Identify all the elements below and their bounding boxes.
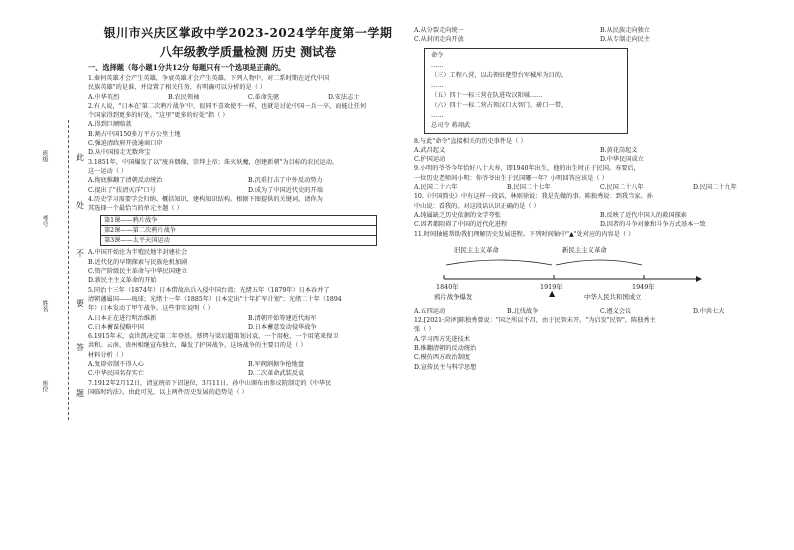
order-line: （六）四十一标二营占领汉口大智门、硚口一带。 bbox=[431, 101, 568, 109]
question-12 bbox=[414, 316, 786, 372]
option-d: D.民国二十九年 bbox=[693, 184, 737, 192]
option-d: D.日本蓄意发动侵华战争 bbox=[248, 323, 317, 331]
option-c: C.从封闭走向开放 bbox=[414, 36, 464, 44]
question-stem: 清朝藩属国——琉球；光绪十一年（1885年）日本定出"十年扩军计划"；光绪二十年（1894 bbox=[88, 295, 342, 303]
question-stem: 国临时约法》。由此可见，以上两件历史发展的趋势是（ ） bbox=[88, 388, 248, 396]
option-a: A.五四运动 bbox=[414, 307, 446, 315]
right-column bbox=[414, 6, 786, 372]
event-1949: 中华人民共和国成立 bbox=[584, 292, 642, 301]
option-a: A.武昌起义 bbox=[414, 146, 446, 154]
question-7 bbox=[88, 379, 408, 398]
option-c: C.中华民国名存实亡 bbox=[88, 370, 144, 378]
option-d: D.宣传民主与科学思想 bbox=[414, 363, 477, 371]
question-stem: 民族英雄"的是谁，并设置了相关任务，有明确可以分析的是（ ） bbox=[88, 84, 267, 92]
brace-new-revolution bbox=[556, 260, 642, 265]
option-b: B.清朝开始筹建近代海军 bbox=[248, 314, 317, 322]
order-document-box bbox=[424, 48, 628, 134]
seal-char: 不 bbox=[76, 249, 84, 258]
question-stem: 7.1912年2月12日，清宣统帝下诏退位，3月11日，孙中山颁布由参议院制定的《中华民 bbox=[88, 379, 332, 387]
question-stem: 12.[2021·菏泽]陈独秀曾说："国之所以不昌，由于民智未开。"为启发"民智"，陈独秀主 bbox=[414, 317, 656, 325]
option-a: A.从分裂走向统一 bbox=[414, 27, 464, 34]
question-4 bbox=[88, 195, 408, 286]
option-c: C.遵义会议 bbox=[600, 307, 632, 315]
option-d: D.新民主主义革命的开始 bbox=[88, 277, 157, 285]
option-b: B.沉重打击了中外反动势力 bbox=[248, 177, 323, 185]
option-c: C.强迫清政府开放通商口岸 bbox=[88, 140, 163, 148]
option-a: A.中华英烈 bbox=[88, 93, 120, 101]
seal-char: 要 bbox=[76, 299, 84, 308]
option-b: B.北伐战争 bbox=[507, 307, 539, 315]
option-b: B.从民族走向独立 bbox=[600, 27, 650, 34]
question-stem: 个国家得到更多的好处。"这里"更多的好处"指（ ） bbox=[88, 112, 229, 120]
marker-triangle: ▲ bbox=[549, 288, 556, 298]
option-c: C.护国运动 bbox=[414, 156, 446, 164]
question-2 bbox=[88, 102, 408, 158]
question-stem: 8.与此"命令"直接相关的历史事件是（ ） bbox=[414, 137, 527, 145]
option-c: C.因者都阻碍了中国的近代化进程 bbox=[414, 221, 508, 229]
question-stem: 张（ ） bbox=[414, 326, 435, 334]
field-label-seat: 座位 bbox=[41, 380, 48, 392]
question-stem: 中山说：看我的。对这段话认识正确的是（ ） bbox=[414, 202, 540, 210]
year-1919: 1919年 bbox=[540, 282, 563, 291]
option-c: C.日本蓄谋侵略中国 bbox=[88, 323, 144, 331]
question-9 bbox=[414, 164, 786, 192]
field-label-class: 班级 bbox=[41, 150, 48, 162]
question-stem: 3.1851年，中国爆发了以"废弃偶像，崇拜上帝；诛灭妖魔，创建新朝"为目标的农民运动。 bbox=[88, 158, 339, 166]
timeline-figure bbox=[434, 243, 704, 305]
option-a: A.复辟帝制不得人心 bbox=[88, 361, 144, 369]
option-c: C.模仿西方政治制度 bbox=[414, 354, 470, 362]
question-stem: 5.同治十三年（1874年）日本借故出兵入侵中国台湾；光绪五年（1879年）日本吞并了 bbox=[88, 286, 330, 294]
seal-line bbox=[68, 120, 69, 420]
left-column bbox=[88, 6, 408, 397]
option-c: C.革命先驱 bbox=[248, 93, 280, 101]
option-a: A.得到巨额赔款 bbox=[88, 121, 132, 129]
order-line: …… bbox=[431, 111, 444, 119]
question-stem: 1.秦何英雄才会产生英雄，争衰英雄才会产生英雄。下列人物中，对二系时期在近代中国 bbox=[88, 75, 330, 82]
question-stem: 共和。云南、贵州相继宣布独立，爆发了护国战争。这场战争的主要目的是（ ） bbox=[88, 342, 307, 350]
order-line: （五）四十一标三营在队进攻汉阳城…… bbox=[431, 91, 543, 99]
seal-char: 此 bbox=[76, 153, 84, 162]
question-stem: 一位历史老师问小明：你爷爷出生于民国哪一年？小明回答应该是（ ） bbox=[414, 174, 608, 182]
option-d: D.因者的斗争对象和斗争方式基本一致 bbox=[600, 221, 706, 229]
question-stem: 年）日本发动了甲午战争。这些事实说明（ ） bbox=[88, 305, 214, 313]
option-a: A.中国开始沦为半殖民地半封建社会 bbox=[88, 249, 188, 257]
seal-char: 答 bbox=[76, 343, 84, 352]
exam-title: 八年级教学质量检测 历史 测试卷 bbox=[159, 45, 337, 59]
question-stem: 这一运动（ ） bbox=[88, 167, 128, 175]
option-b: B.农民领袖 bbox=[168, 93, 200, 101]
question-stem: 2.有人说，"日本在'第二次鸦片战争'中，很同不喜欢使不一样，也就是讨论中国一兵一卒，而能让任何 bbox=[88, 102, 367, 110]
school-title: 银川市兴庆区掌政中学2023-2024学年度第一学期 bbox=[103, 26, 393, 40]
brace-old-revolution bbox=[446, 260, 552, 265]
year-1840: 1840年 bbox=[436, 282, 459, 291]
label-new-revolution: 新民主主义革命 bbox=[562, 245, 607, 254]
order-signature: 总司令 蒋翊武 bbox=[431, 121, 471, 129]
question-3 bbox=[88, 158, 408, 195]
question-stem: 9.小明的爷爷今年恰好八十大寿，即1940年出生，他的出生时正于民国。寿要后， bbox=[414, 165, 640, 173]
option-d: D.从中国掠走无数珍宝 bbox=[88, 149, 151, 157]
question-6 bbox=[88, 332, 408, 378]
question-stem: 4.历史学习需要学会归纳、概括知识，建构知识结构。根据下图提供的关键词，请你为 bbox=[88, 195, 323, 203]
question-stem: 其选择一个最恰当的单元主题（ ） bbox=[88, 205, 183, 213]
question-stem: 10.《中国简史》中有这样一段话，林则徐说：我是先做的事。陈独秀说：到我当家。孙 bbox=[414, 193, 653, 201]
option-b: B.割占中国150多万平方公里土地 bbox=[88, 130, 181, 138]
section-heading: 一、选择题（每小题1分共12分 每题只有一个选项是正确的。 bbox=[88, 63, 286, 72]
option-b: B.推翻清朝的反动统治 bbox=[414, 345, 477, 353]
lesson-table bbox=[100, 215, 377, 246]
seal-char: 处 bbox=[76, 201, 84, 210]
option-d: D.二次革命武装反袁 bbox=[248, 370, 305, 378]
lesson-row: 第3课——太平天国运动 bbox=[104, 237, 170, 245]
option-c: C.民国二十八年 bbox=[600, 184, 644, 192]
option-a: A.彻底推翻了清朝反动统治 bbox=[88, 177, 163, 185]
year-1949: 1949年 bbox=[632, 282, 655, 291]
option-a: A.学习西方先进技术 bbox=[414, 335, 470, 343]
order-heading: 命令 bbox=[431, 51, 444, 59]
order-line: （三）工程八营，以击领驻楚望台军械库为目的。 bbox=[431, 71, 568, 79]
lesson-row: 第1课——鸦片战争 bbox=[101, 216, 376, 226]
question-stem: 材料分析（ ） bbox=[88, 351, 128, 359]
option-a: A.纯属缺乏历史依据的文学夸张 bbox=[414, 211, 501, 219]
seal-char: 题 bbox=[76, 389, 84, 398]
option-b: B.近代化的早期探索与民族危机加剧 bbox=[88, 258, 188, 266]
option-b: B.民国二十七年 bbox=[507, 184, 551, 192]
question-1 bbox=[88, 74, 408, 102]
timeline-arrowhead bbox=[696, 276, 702, 282]
option-d: D.安法志士 bbox=[328, 93, 360, 101]
option-d: D.中华民国成立 bbox=[600, 156, 644, 164]
binding-strip bbox=[34, 120, 84, 420]
question-8 bbox=[414, 137, 786, 165]
event-1840: 鸦片战争爆发 bbox=[434, 292, 473, 301]
question-10 bbox=[414, 192, 786, 229]
label-old-revolution: 旧民主主义革命 bbox=[454, 245, 499, 254]
question-stem: 11.时间轴能帮助我们理解历史发展进程。下列时间轴中"▲"处对应的内容是（ ） bbox=[414, 230, 635, 238]
option-a: A.民国二十六年 bbox=[414, 184, 458, 192]
lesson-row: 第2课——第二次鸦片战争 bbox=[101, 226, 376, 236]
option-b: B.军阀割据争抢地盘 bbox=[248, 361, 305, 369]
question-5 bbox=[88, 286, 408, 332]
question-stem: 6.1915年末，袁世凯决定第二年登基。蔡锷与梁启超策划讨袁，一个用枪，一个用笔来保卫 bbox=[88, 333, 339, 341]
option-b: B.反映了近代中国人的救国探索 bbox=[600, 211, 687, 219]
option-c: C.资产阶级民主革命与中华民国建立 bbox=[88, 268, 188, 276]
field-label-name: 姓名 bbox=[41, 300, 48, 312]
field-label-exam-number: 考号 bbox=[41, 215, 48, 227]
question-11 bbox=[414, 230, 786, 317]
order-line: …… bbox=[431, 61, 444, 69]
option-d: D.从专制走向民主 bbox=[600, 36, 651, 44]
option-d: D.成为了中国近代史的开端 bbox=[248, 186, 323, 194]
option-c: C.提出了"扶清灭洋"口号 bbox=[88, 186, 156, 194]
option-b: B.黄花岗起义 bbox=[600, 146, 638, 154]
order-line: …… bbox=[431, 81, 444, 89]
option-d: D.中共七大 bbox=[693, 307, 725, 315]
option-a: A.日本正在进行明治维新 bbox=[88, 314, 157, 322]
